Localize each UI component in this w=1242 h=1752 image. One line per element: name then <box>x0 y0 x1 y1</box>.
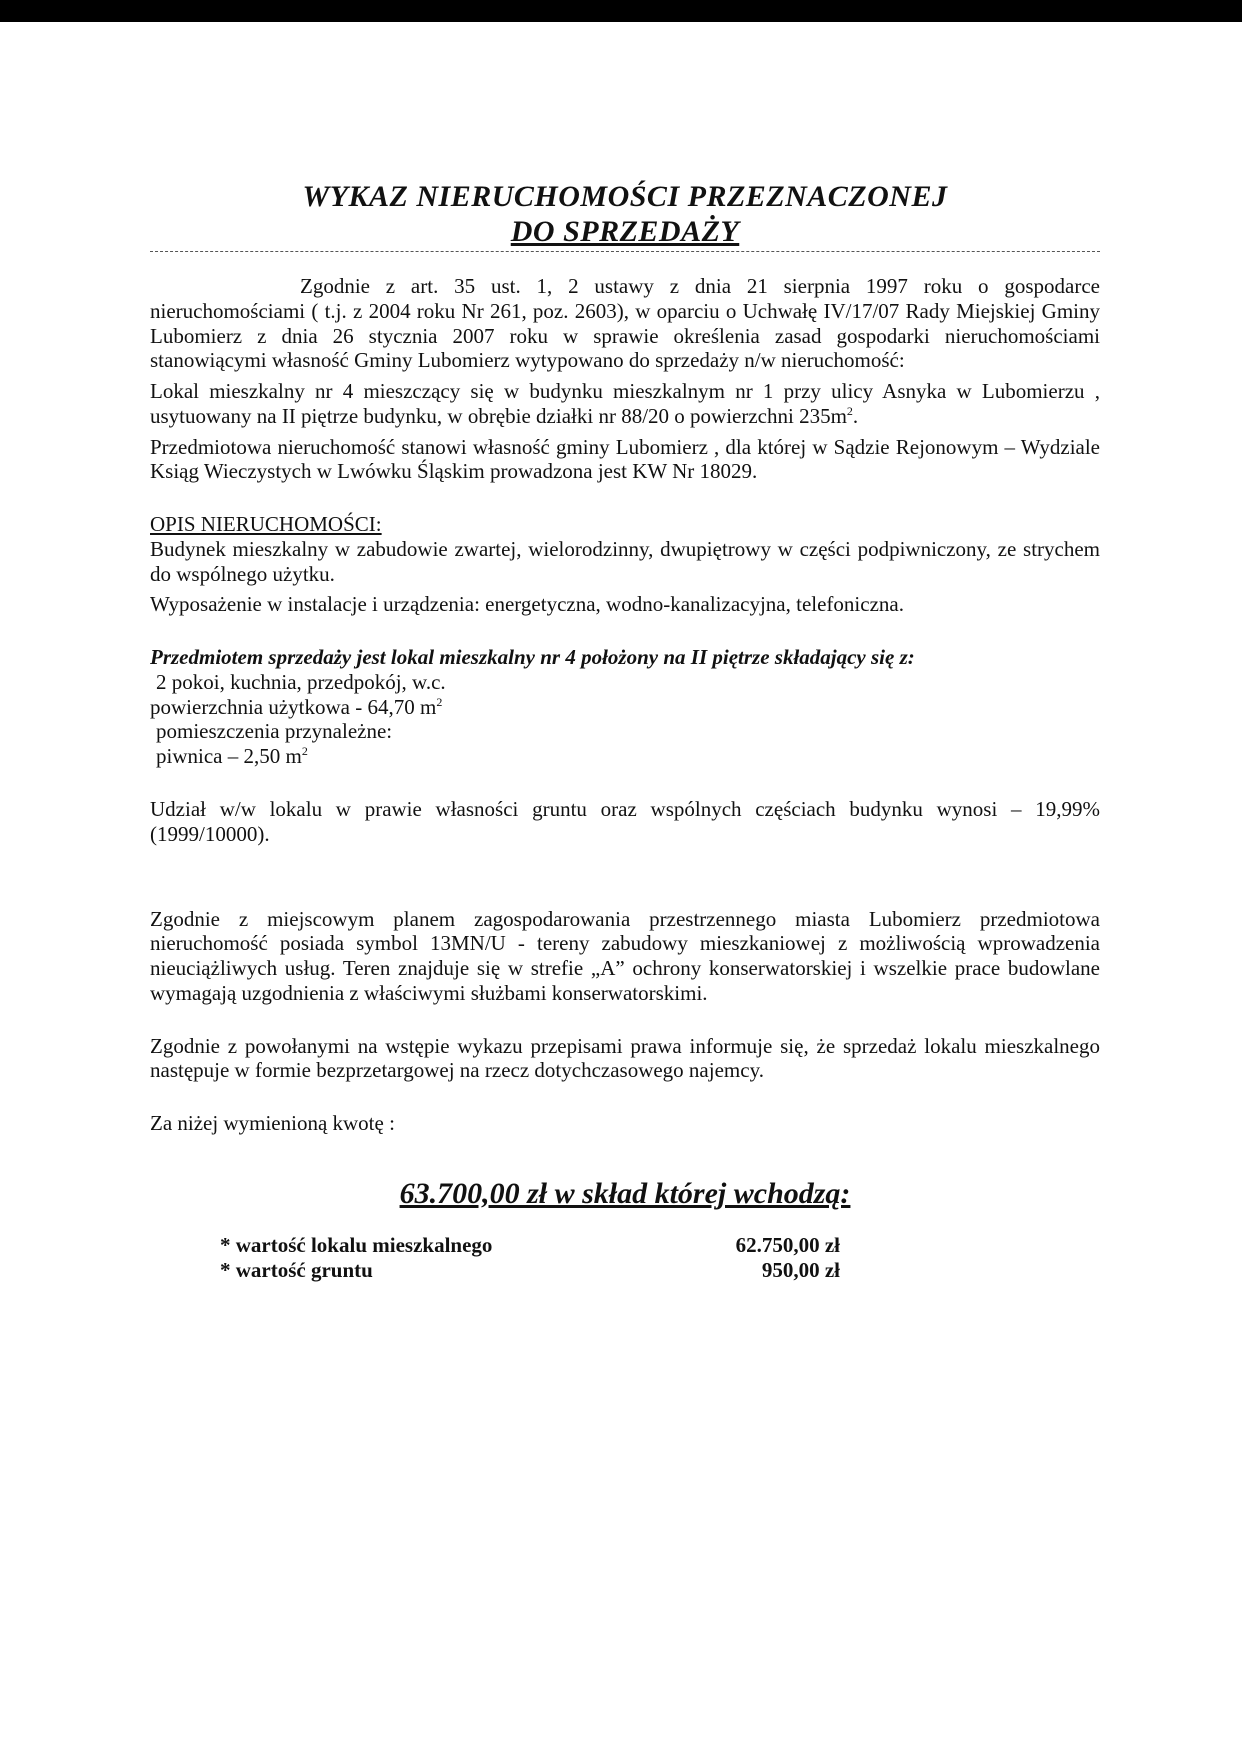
document-page <box>150 180 1100 1283</box>
opis-heading: OPIS NIERUCHOMOŚCI: <box>150 512 382 537</box>
lokal-text: Lokal mieszkalny nr 4 mieszczący się w budynku mieszkalnym nr 1 przy ulicy Asnyka w Lubomierzu , usytuowany na II piętrze budynku, w obrębie działki nr 88/20 o powierzchni 235m <box>150 379 1100 428</box>
document-title <box>150 180 1100 249</box>
breakdown-row <box>220 1233 840 1258</box>
breakdown-value: 950,00 zł <box>761 1258 840 1283</box>
breakdown-label: * wartość gruntu <box>220 1258 373 1283</box>
subject-heading: Przedmiotem sprzedaży jest lokal mieszkalny nr 4 położony na II piętrze składający się z: <box>150 645 915 670</box>
lokal-sup: 2 <box>846 403 853 418</box>
amount-intro: Za niżej wymienioną kwotę : <box>150 1111 395 1136</box>
total-price: 63.700,00 zł w skład której wchodzą: <box>399 1176 851 1210</box>
area-line <box>150 695 1100 720</box>
basement-line <box>150 744 1100 769</box>
intro-paragraph: Zgodnie z art. 35 ust. 1, 2 ustawy z dnia 21 sierpnia 1997 roku o gospodarce nieruchomościami ( t.j. z 2004 roku Nr 261, poz. 2603), w oparciu o Uchwałę IV/17/07 Rady Miejskiej Gminy Lubomierz z dnia 26 stycznia 2007 roku w sprawie określenia zasad gospodarki nieruchomościami stanowiącymi własność Gminy Lubomierz wytypowano do sprzedaży n/w nieruchomość: <box>150 274 1100 373</box>
breakdown-row <box>220 1258 840 1283</box>
lokal-end: . <box>852 403 859 428</box>
plan-paragraph: Zgodnie z miejscowym planem zagospodarowania przestrzennego miasta Lubomierz przedmiotowa nieruchomość posiada symbol 13MN/U - tereny zabudowy mieszkaniowej z możliwością wprowadzenia nieuciążliwych usług. Teren znajduje się w strefie „A” ochrony konserwatorskiej i wszelkie prace budowlane wymagają uzgodnienia z właściwymi służbami konserwatorskimi. <box>150 906 1100 1005</box>
lokal-paragraph <box>150 379 1100 429</box>
area-sup: 2 <box>436 694 443 709</box>
basement-text: piwnica – 2,50 m <box>156 744 302 769</box>
aux-heading: pomieszczenia przynależne: <box>156 719 393 744</box>
breakdown-label: * wartość lokalu mieszkalnego <box>220 1233 493 1258</box>
basement-sup: 2 <box>301 744 308 759</box>
title-line-2: DO SPRZEDAŻY <box>510 214 740 248</box>
title-line-1: WYKAZ NIERUCHOMOŚCI PRZEZNACZONEJ <box>302 180 948 213</box>
breakdown-value: 62.750,00 zł <box>735 1233 840 1258</box>
building-paragraph: Budynek mieszkalny w zabudowie zwartej, wielorodzinny, dwupiętrowy w części podpiwniczony, ze strychem do wspólnego użytku. <box>150 536 1100 586</box>
share-paragraph: Udział w/w lokalu w prawie własności gruntu oraz wspólnych częściach budynku wynosi – 19,99% (1999/10000). <box>150 797 1100 846</box>
rooms-line: 2 pokoi, kuchnia, przedpokój, w.c. <box>156 669 446 694</box>
price-breakdown <box>220 1233 840 1283</box>
title-dash-rule <box>150 251 1100 252</box>
area-text: powierzchnia użytkowa - 64,70 m <box>150 694 437 719</box>
scan-border <box>0 0 1242 22</box>
legal-paragraph: Zgodnie z powołanymi na wstępie wykazu przepisami prawa informuje się, że sprzedaż lokalu mieszkalnego następuje w formie bezprzetargowej na rzecz dotychczasowego najemcy. <box>150 1033 1100 1083</box>
equipment-paragraph: Wyposażenie w instalacje i urządzenia: energetyczna, wodno-kanalizacyjna, telefoniczna. <box>150 592 904 617</box>
ownership-paragraph: Przedmiotowa nieruchomość stanowi własność gminy Lubomierz , dla której w Sądzie Rejonowym – Wydziale Ksiąg Wieczystych w Lwówku Śląskim prowadzona jest KW Nr 18029. <box>150 434 1100 484</box>
